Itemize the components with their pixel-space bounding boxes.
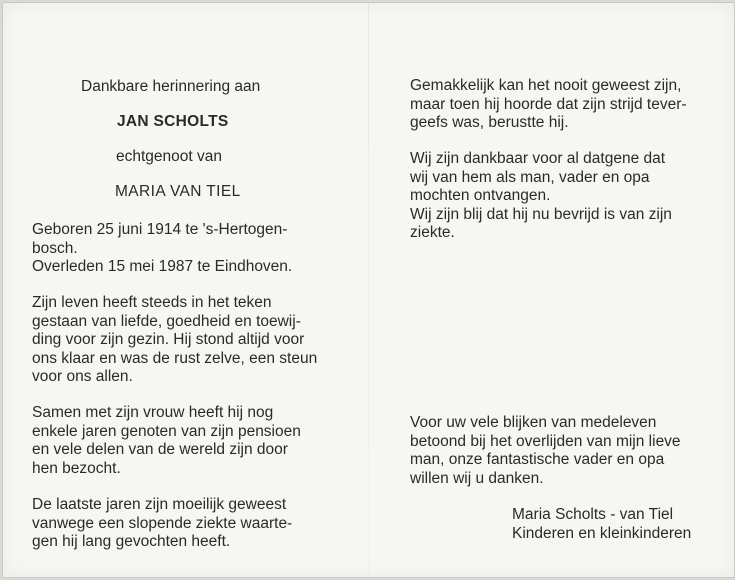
- fold-line: [368, 3, 369, 577]
- paragraph-line: ding voor zijn gezin. Hij stond altijd voor: [32, 331, 305, 348]
- paragraph-line: Gemakkelijk kan het nooit geweest zijn,: [410, 77, 682, 94]
- paragraph-line: gen hij lang gevochten heeft.: [32, 533, 231, 550]
- paragraph-line: De laatste jaren zijn moeilijk geweest: [32, 496, 287, 513]
- paragraph-line: Samen met zijn vrouw heeft hij nog: [32, 404, 274, 421]
- deceased-name: JAN SCHOLTS: [117, 113, 229, 130]
- signature-line: Kinderen en kleinkinderen: [512, 524, 692, 542]
- paragraph-line: ons klaar en was de rust zelve, een steun: [32, 349, 318, 367]
- paragraph-line: Zijn leven heeft steeds in het teken: [32, 294, 272, 311]
- paragraph-line: en vele delen van de wereld zijn door: [32, 441, 288, 458]
- signature-line: Maria Scholts - van Tiel: [512, 506, 674, 523]
- relation-text: echtgenoot van: [116, 148, 223, 165]
- paragraph-line: betoond bij het overlijden van mijn lieve: [410, 432, 681, 450]
- death-line: Overleden 15 mei 1987 te Eindhoven.: [32, 258, 293, 275]
- paragraph-line: ziekte.: [410, 224, 455, 241]
- paragraph-line: mochten ontvangen.: [410, 187, 551, 204]
- paragraph-line: maar toen hij hoorde dat zijn strijd tever-: [410, 95, 687, 113]
- memorial-card: [2, 2, 735, 578]
- paragraph-line: Voor uw vele blijken van medeleven: [410, 414, 657, 431]
- spouse-name: MARIA VAN TIEL: [115, 183, 241, 200]
- paragraph-line: enkele jaren genoten van zijn pensioen: [32, 422, 301, 440]
- paragraph-line: vanwege een slopende ziekte waarte-: [32, 514, 293, 532]
- paragraph-line: hen bezocht.: [32, 459, 121, 477]
- paragraph-line: gestaan van liefde, goedheid en toewij-: [32, 312, 301, 330]
- paragraph-line: voor ons allen.: [32, 368, 133, 385]
- paragraph-line: Wij zijn blij dat hij nu bevrijd is van zijn: [410, 205, 672, 223]
- birth-line: bosch.: [32, 239, 78, 257]
- paragraph-line: Wij zijn dankbaar voor al datgene dat: [410, 150, 666, 167]
- paragraph-line: man, onze fantastische vader en opa: [410, 451, 665, 468]
- paragraph-line: wij van hem als man, vader en opa: [410, 168, 650, 186]
- paragraph-line: geefs was, berustte hij.: [410, 114, 569, 131]
- birth-line: Geboren 25 juni 1914 te 's-Hertogen-: [32, 221, 288, 238]
- intro-text: Dankbare herinnering aan: [81, 78, 261, 95]
- paragraph-line: willen wij u danken.: [410, 469, 544, 487]
